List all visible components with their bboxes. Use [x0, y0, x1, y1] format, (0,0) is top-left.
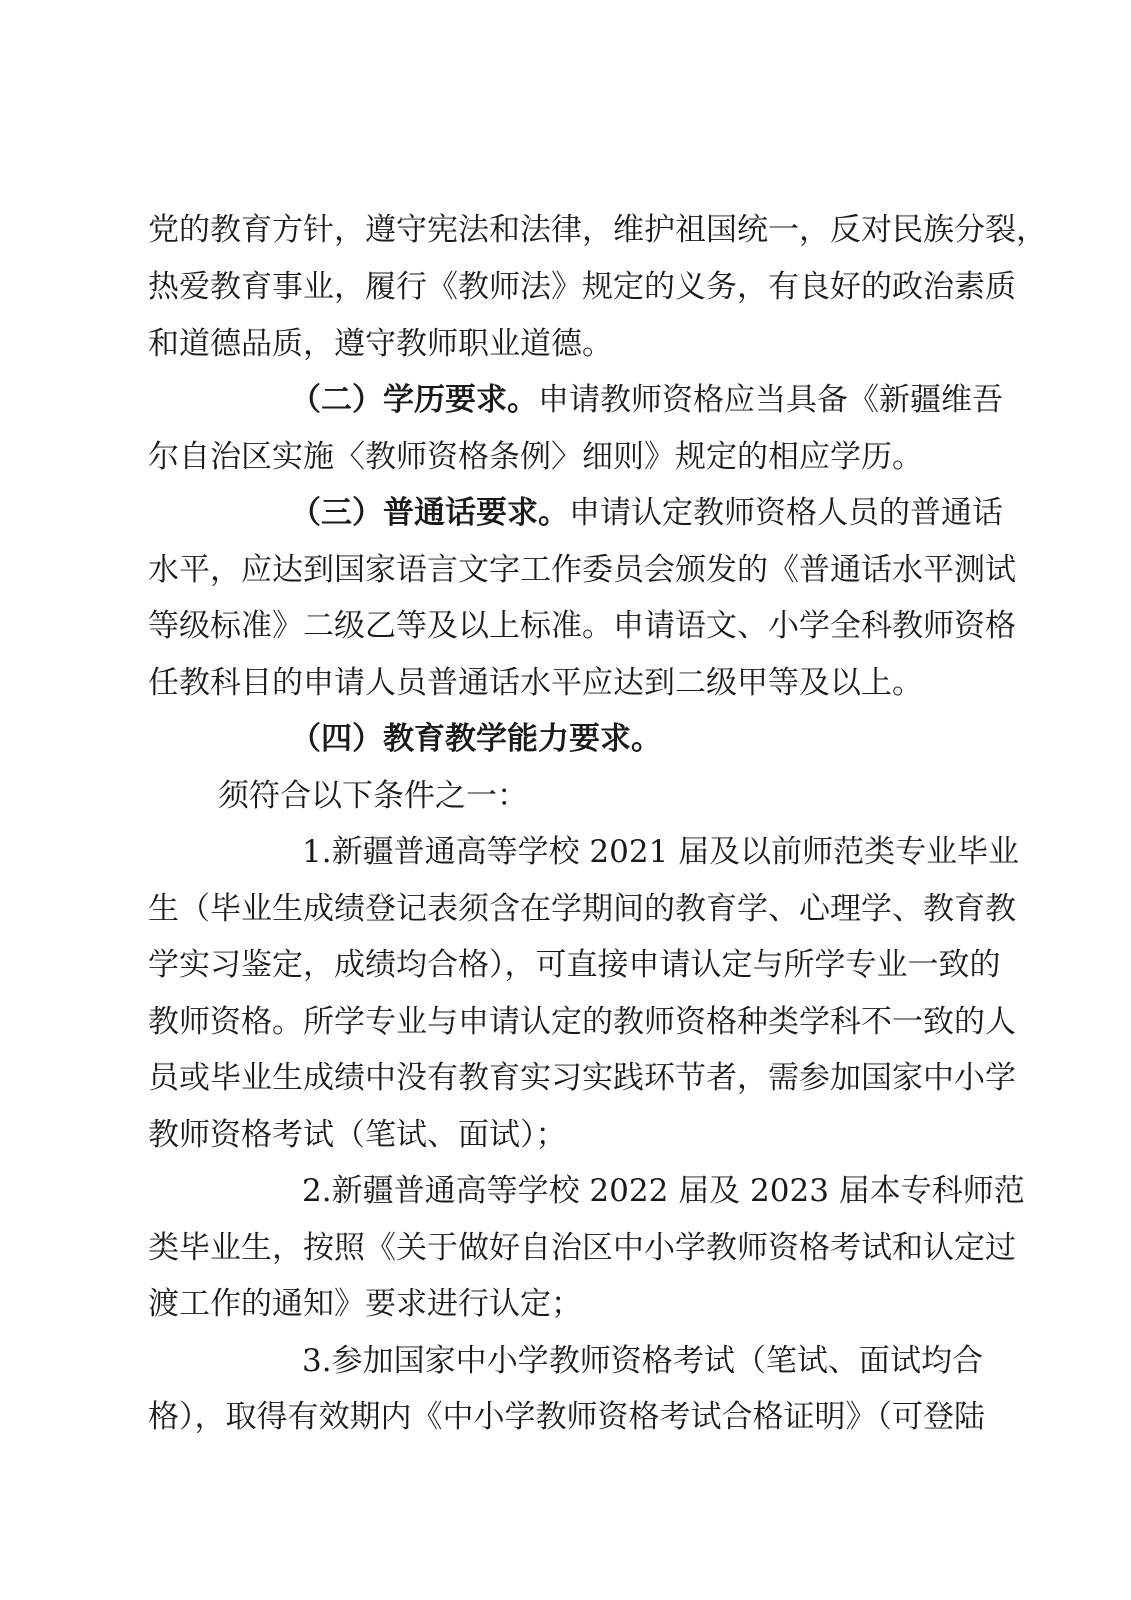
heading-text: 申请认定教师资格人员的普通话: [569, 495, 1003, 531]
paragraph-line: 等级标准》二级乙等及以上标准。申请语文、小学全科教师资格: [148, 608, 1016, 644]
section-heading-teaching: [290, 719, 983, 759]
paragraph-line: 任教科目的申请人员普通话水平应达到二级甲等及以上。: [148, 665, 923, 701]
paragraph-line: 学实习鉴定，成绩均合格），可直接申请认定与所学专业一致的: [148, 947, 1001, 983]
paragraph-line: 须符合以下条件之一：: [218, 778, 528, 814]
paragraph-line: 教师资格。所学专业与申请认定的教师资格种类学科不一致的人: [148, 1004, 1016, 1040]
paragraph-line: 教师资格考试（笔试、面试）；: [148, 1117, 567, 1153]
paragraph-line: 党的教育方针，遵守宪法和法律，维护祖国统一，反对民族分裂，: [148, 212, 1047, 248]
paragraph-line: 员或毕业生成绩中没有教育实习实践环节者，需参加国家中小学: [148, 1060, 1016, 1096]
paragraph-line: 热爱教育事业，履行《教师法》规定的义务，有良好的政治素质: [148, 269, 1016, 305]
heading-label: （四）教育教学能力要求。: [290, 721, 662, 757]
paragraph-line: 渡工作的通知》要求进行认定；: [148, 1286, 582, 1322]
paragraph-line: 水平，应达到国家语言文字工作委员会颁发的《普通话水平测试: [148, 552, 1016, 588]
heading-label: （三）普通话要求。: [290, 495, 569, 531]
section-heading-education: [290, 380, 1003, 420]
list-item-3: 3.参加国家中小学教师资格考试（笔试、面试均合: [302, 1343, 983, 1379]
heading-text: 申请教师资格应当具备《新疆维吾: [538, 382, 1003, 418]
paragraph-line: 生（毕业生成绩登记表须含在学期间的教育学、心理学、教育教: [148, 891, 1016, 927]
paragraph-line: 格），取得有效期内《中小学教师资格考试合格证明》（可登陆: [148, 1399, 985, 1435]
list-item-2: 2.新疆普通高等学校 2022 届及 2023 届本专科师范: [302, 1173, 1025, 1209]
paragraph-line: 和道德品质，遵守教师职业道德。: [148, 326, 613, 362]
paragraph-line: 尔自治区实施〈教师资格条例〉细则》规定的相应学历。: [148, 439, 923, 475]
paragraph-line: 类毕业生，按照《关于做好自治区中小学教师资格考试和认定过: [148, 1230, 1016, 1266]
heading-label: （二）学历要求。: [290, 382, 538, 418]
list-item-1: 1.新疆普通高等学校 2021 届及以前师范类专业毕业: [302, 834, 1020, 870]
section-heading-mandarin: [290, 493, 1003, 533]
